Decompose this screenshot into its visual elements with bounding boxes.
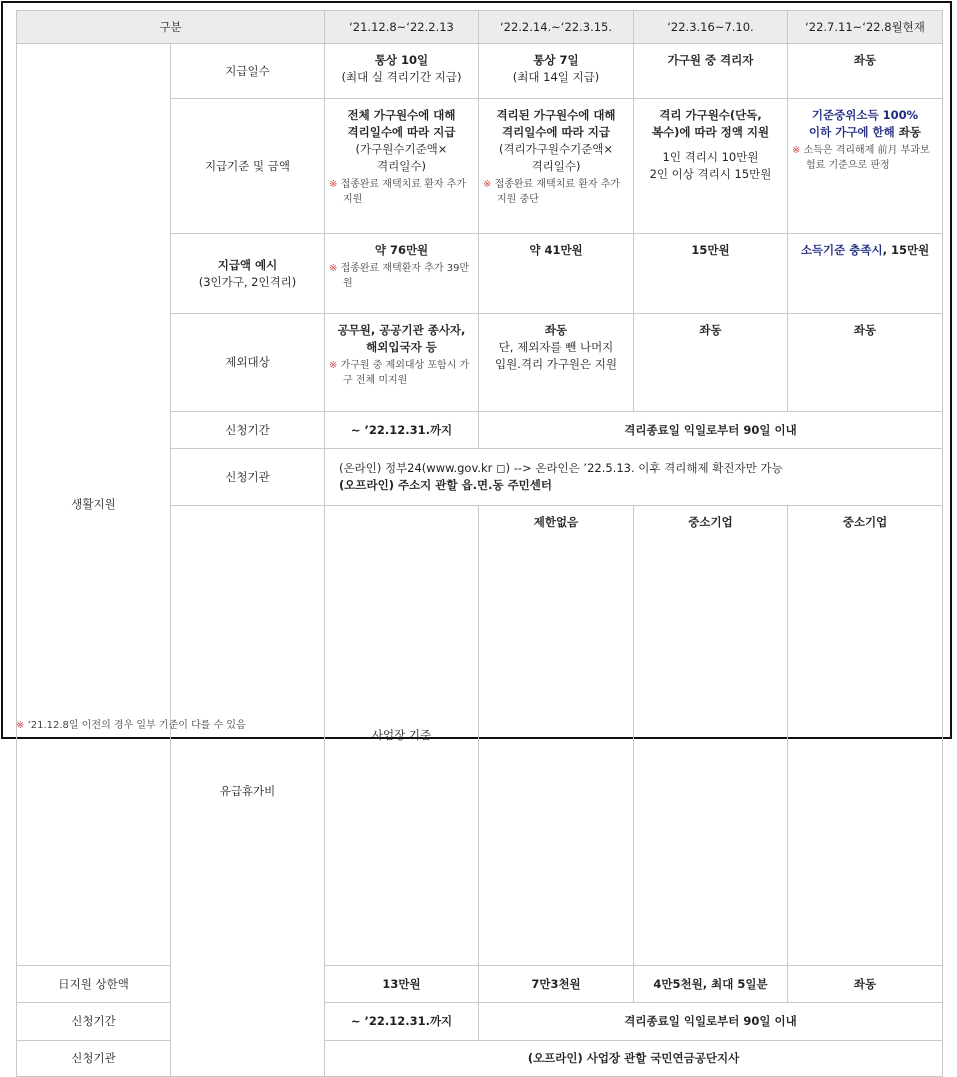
cell-workplace-p1: 제한없음	[479, 506, 634, 966]
cell-living-agency	[325, 449, 943, 506]
criteria-p2-line4: 격리일수)	[531, 159, 581, 173]
header-period-4: ‘22.7.11~‘22.8월현재	[788, 11, 943, 44]
cell-paid-agency: (오프라인) 사업장 관할 국민연금공단지사	[325, 1041, 943, 1077]
criteria-p3-line3: 1인 격리시 10만원	[662, 150, 759, 164]
cell-example-p3: 15만원	[634, 234, 788, 314]
days-p2-line2: (최대 14일 지급)	[512, 70, 600, 84]
cell-excluded-p4: 좌동	[788, 314, 943, 412]
cell-criteria-p4	[788, 99, 943, 234]
cell-example-p4	[788, 234, 943, 314]
days-p1-line1: 통상 10일	[374, 53, 429, 67]
cell-example-p2: 약 41만원	[479, 234, 634, 314]
row-payment-days	[17, 44, 943, 99]
criteria-p1-line2: 격리일수에 따라 지급	[347, 125, 456, 139]
header-period-1: ‘21.12.8~‘22.2.13	[325, 11, 479, 44]
criteria-p2-line3: (격리가구원수기준액×	[498, 142, 614, 156]
cell-daily-p2: 7만3천원	[479, 966, 634, 1003]
example-p4-highlight: 소득기준 충족시	[800, 243, 883, 257]
cell-daily-p3: 4만5천원, 최대 5일분	[634, 966, 788, 1003]
criteria-p3-line2: 복수)에 따라 정액 지원	[651, 125, 770, 139]
row-label-payment-days: 지급일수	[171, 44, 325, 99]
days-p2-line1: 통상 7일	[533, 53, 579, 67]
living-agency-offline: (오프라인) 주소지 관할 읍.면.동 주민센터	[339, 478, 553, 492]
row-label-paid-period: 신청기간	[17, 1003, 171, 1041]
excluded-p2-line1: 좌동	[544, 323, 568, 337]
note-mark-icon: ※	[329, 179, 338, 190]
row-label-daily-cap: 日지원 상한액	[17, 966, 171, 1003]
cell-days-p1	[325, 44, 479, 99]
cell-living-period-p1: ~ ’22.12.31.까지	[325, 412, 479, 449]
cell-daily-p1: 13만원	[325, 966, 479, 1003]
excluded-p1-line2: 해외입국자 등	[366, 340, 437, 354]
criteria-p4-same: 좌동	[894, 125, 921, 139]
criteria-p2-note: ※ 접종완료 재택치료 환자 추가지원 중단	[483, 179, 621, 205]
row-label-living-agency: 신청기관	[171, 449, 325, 506]
cell-example-p1	[325, 234, 479, 314]
criteria-p1-line3: (가구원수기준액×	[355, 142, 448, 156]
excluded-p2-line3: 입원.격리 가구원은 지원	[494, 357, 618, 371]
cell-paid-period-rest: 격리종료일 익일로부터 90일 이내	[479, 1003, 943, 1041]
header-category: 구분	[17, 11, 325, 44]
excluded-p1-line1: 공무원, 공공기관 종사자,	[337, 323, 466, 337]
cell-living-period-rest: 격리종료일 익일로부터 90일 이내	[479, 412, 943, 449]
excluded-p1-note: ※ 가구원 중 제외대상 포함시 가구 전체 미지원	[329, 360, 470, 386]
cell-workplace-p3: 중소기업	[788, 506, 943, 966]
row-label-criteria: 지급기준 및 금액	[171, 99, 325, 234]
excluded-p2-line2: 단, 제외자를 뺀 나머지	[498, 340, 614, 354]
criteria-p4-highlight: 이하 가구에 한해	[808, 125, 895, 139]
cell-excluded-p3: 좌동	[634, 314, 788, 412]
support-table	[16, 10, 943, 1077]
row-label-example	[171, 234, 325, 314]
row-paid-period	[17, 1003, 943, 1041]
example-p4-amount: , 15만원	[882, 243, 930, 257]
footnote: ※ ’21.12.8일 이전의 경우 일부 기준이 다를 수 있음	[16, 720, 246, 731]
note-mark-icon: ※	[329, 263, 338, 274]
note-mark-icon: ※	[16, 720, 25, 731]
note-mark-icon: ※	[329, 360, 338, 371]
example-p1-amount: 약 76만원	[374, 243, 429, 257]
criteria-p1-note: ※ 접종완료 재택치료 환자 추가지원	[329, 179, 467, 205]
row-label-workplace: 사업장 기준	[325, 506, 479, 966]
criteria-p1-line4: 격리일수)	[377, 159, 426, 173]
note-mark-icon: ※	[792, 145, 801, 156]
criteria-p4-note: ※ 소득은 격리해제 前月 부과보험료 기준으로 판정	[792, 145, 930, 171]
cell-workplace-p2: 중소기업	[634, 506, 788, 966]
cell-paid-period-p1: ~ ’22.12.31.까지	[325, 1003, 479, 1041]
cell-days-p4: 좌동	[788, 44, 943, 99]
days-p1-line2: (최대 실 격리기간 지급)	[341, 70, 462, 84]
cell-criteria-p3	[634, 99, 788, 234]
header-period-2: ‘22.2.14.~‘22.3.15.	[479, 11, 634, 44]
note-mark-icon: ※	[483, 179, 492, 190]
living-agency-online: (온라인) 정부24(www.gov.kr ◻) --> 온라인은 ’22.5.13. 이후 격리해제 확진자만 가능	[339, 461, 783, 475]
criteria-p1-line1: 전체 가구원수에 대해	[347, 108, 456, 122]
row-label-paid-agency: 신청기관	[17, 1041, 171, 1077]
row-paid-agency	[17, 1041, 943, 1077]
row-label-living-period: 신청기간	[171, 412, 325, 449]
category-paid-leave: 유급휴가비	[171, 506, 325, 1077]
criteria-p4-line1: 기준중위소득 100%	[811, 108, 919, 122]
cell-excluded-p2	[479, 314, 634, 412]
example-p1-note: ※ 접종완료 재택환자 추가 39만원	[329, 263, 470, 289]
example-label-sub: (3인가구, 2인격리)	[198, 274, 297, 289]
criteria-p2-line2: 격리일수에 따라 지급	[502, 125, 610, 139]
criteria-p3-line1: 격리 가구원수(단독,	[659, 108, 762, 122]
header-period-3: ‘22.3.16~7.10.	[634, 11, 788, 44]
row-label-excluded: 제외대상	[171, 314, 325, 412]
cell-days-p2	[479, 44, 634, 99]
cell-criteria-p2	[479, 99, 634, 234]
cell-days-p3: 가구원 중 격리자	[634, 44, 788, 99]
criteria-p3-line4: 2인 이상 격리시 15만원	[649, 167, 772, 181]
cell-daily-p4: 좌동	[788, 966, 943, 1003]
cell-criteria-p1	[325, 99, 479, 234]
row-daily-cap	[17, 966, 943, 1003]
header-row	[17, 11, 943, 44]
cell-excluded-p1	[325, 314, 479, 412]
example-label: 지급액 예시	[217, 257, 278, 272]
criteria-p4-line2	[792, 124, 938, 141]
criteria-p2-line1: 격리된 가구원수에 대해	[496, 108, 616, 122]
category-living-support: 생활지원	[17, 44, 171, 966]
